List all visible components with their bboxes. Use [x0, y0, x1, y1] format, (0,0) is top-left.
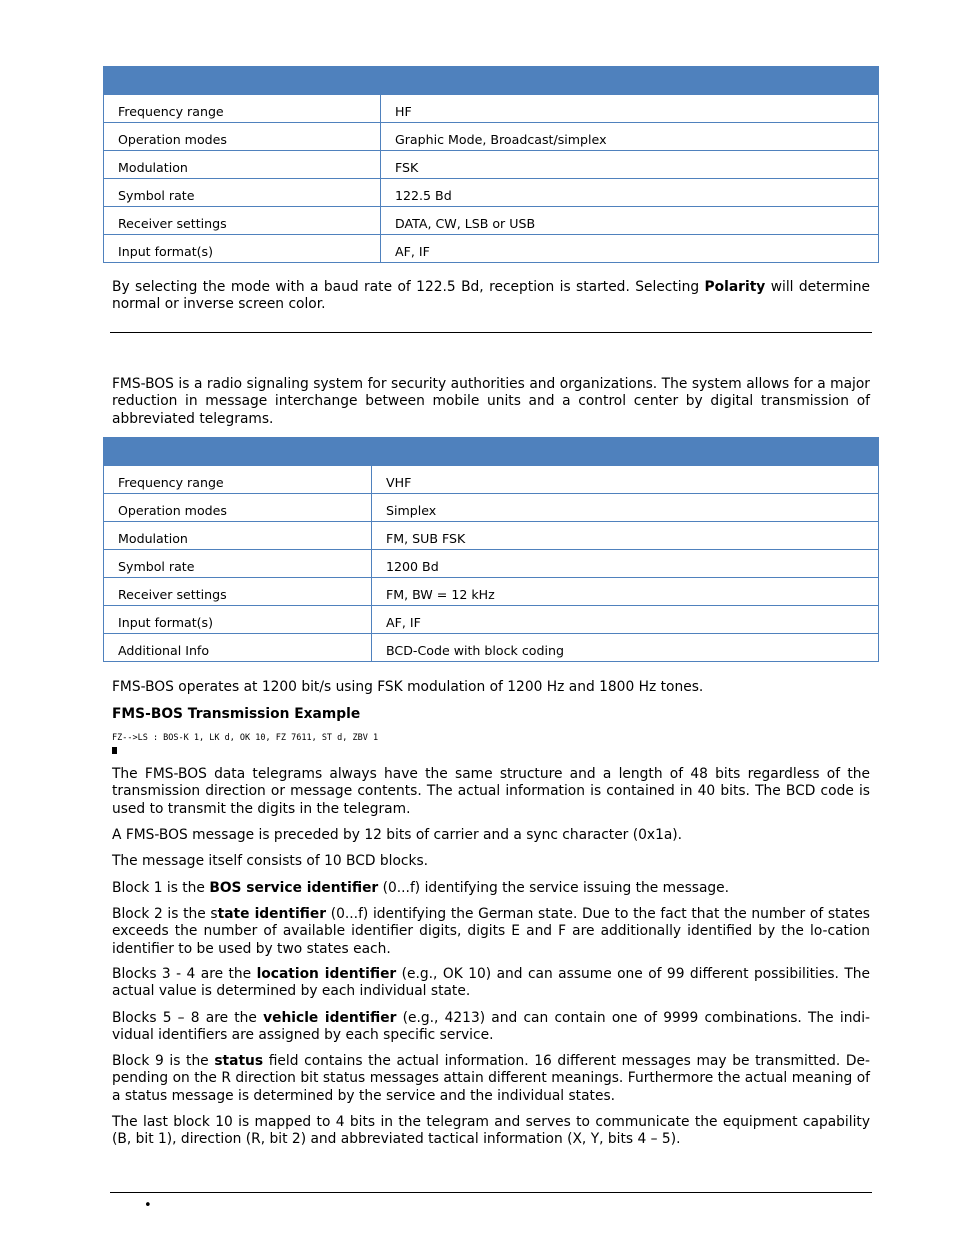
table-cell-label: Additional Info: [104, 634, 372, 662]
table-row: [104, 494, 879, 522]
table-cell-label: Input format(s): [104, 235, 381, 263]
bold-term: location identifier: [256, 966, 397, 982]
block10-paragraph: The last block 10 is mapped to 4 bits in the telegram and serves to communicate the equipment capability (B, bit 1), direction (R, bit 2) and abbreviated tactical information (X, Y, bits 4 – 5).: [112, 1114, 870, 1148]
text-run: field contains the actual information. 16 different messages may be transmitted. De-pending on the R direction bit status messages attain different meanings. Furthermore the actual meaning of a status message is determined by the service and the individual states.: [112, 1053, 870, 1104]
table-header-row: [104, 67, 879, 95]
bold-term: Polarity: [704, 279, 766, 295]
text-run: will determine normal or inverse screen color.: [112, 279, 870, 313]
table-cell-label: Operation modes: [104, 494, 372, 522]
table-row: [104, 151, 879, 179]
table-cell-value: Simplex: [372, 494, 879, 522]
polarity-paragraph: [112, 279, 870, 314]
table-cell-label: Operation modes: [104, 123, 381, 151]
table-cell-value: HF: [381, 95, 879, 123]
table-cell-label: Receiver settings: [104, 578, 372, 606]
table-row: [104, 466, 879, 494]
preceded-paragraph: A FMS-BOS message is preceded by 12 bits of carrier and a sync character (0x1a).: [112, 827, 683, 843]
table-cell-value: FSK: [381, 151, 879, 179]
section-divider: [110, 332, 872, 333]
table-row: [104, 123, 879, 151]
footer-bullet: •: [144, 1198, 152, 1213]
text-run: (e.g., 4213) and can contain one of 9999 combinations. The indi-vidual identifiers are assigned by each specific service.: [112, 1010, 871, 1044]
specs-table-fms-bos: [103, 437, 879, 662]
text-run: Blocks 3 - 4 are the: [112, 966, 257, 982]
table-cell-value: BCD-Code with block coding: [372, 634, 879, 662]
table-header-row: [104, 438, 879, 466]
table-cell-value: DATA, CW, LSB or USB: [381, 207, 879, 235]
table-cell-label: Frequency range: [104, 466, 372, 494]
table-header-cell: [104, 438, 372, 466]
table-row: [104, 179, 879, 207]
table-row: [104, 235, 879, 263]
table-row: [104, 578, 879, 606]
text-run: Block 1 is the: [112, 880, 210, 896]
bold-term: vehicle identifier: [263, 1010, 397, 1026]
block58-paragraph: [112, 1010, 870, 1045]
block9-paragraph: [112, 1053, 870, 1105]
table-cell-value: FM, BW = 12 kHz: [372, 578, 879, 606]
footer-divider: [110, 1192, 872, 1193]
table-header-cell: [372, 438, 879, 466]
intro-paragraph: FMS-BOS is a radio signaling system for security authorities and organizations. The system allows for a major reduction in message interchange between mobile units and a control center by digital transmission of abbreviated telegrams.: [112, 376, 870, 427]
table-cell-value: VHF: [372, 466, 879, 494]
table-cell-value: Graphic Mode, Broadcast/simplex: [381, 123, 879, 151]
table-row: [104, 550, 879, 578]
table-row: [104, 207, 879, 235]
table-cell-label: Receiver settings: [104, 207, 381, 235]
blocks-paragraph: The message itself consists of 10 BCD blocks.: [112, 853, 429, 869]
bold-term: BOS service identifier: [209, 880, 379, 896]
table-cell-value: AF, IF: [372, 606, 879, 634]
table-cell-value: 122.5 Bd: [381, 179, 879, 207]
table-row: [104, 95, 879, 123]
table-cell-label: Modulation: [104, 522, 372, 550]
table-cell-value: 1200 Bd: [372, 550, 879, 578]
table-row: [104, 606, 879, 634]
table-cell-value: FM, SUB FSK: [372, 522, 879, 550]
text-run: Blocks 5 – 8 are the: [112, 1010, 264, 1026]
bold-term: status: [214, 1053, 264, 1069]
table-cell-label: Modulation: [104, 151, 381, 179]
rate-paragraph: FMS-BOS operates at 1200 bit/s using FSK modulation of 1200 Hz and 1800 Hz tones.: [112, 679, 704, 695]
text-run: (0...f) identifying the service issuing the message.: [378, 880, 730, 896]
transmission-example-line: FZ-->LS : BOS-K 1, LK d, OK 10, FZ 7611, ST d, ZBV 1: [112, 733, 379, 743]
table-cell-label: Frequency range: [104, 95, 381, 123]
text-run: Block 2 is the s: [112, 906, 218, 922]
table-row: [104, 522, 879, 550]
example-heading: FMS-BOS Transmission Example: [112, 706, 361, 722]
table-header-cell: [104, 67, 879, 95]
table-row: [104, 634, 879, 662]
table-cell-label: Symbol rate: [104, 179, 381, 207]
block2-paragraph: [112, 906, 870, 958]
text-run: (0...f) identifying the German state. Due to the fact that the number of states exceeds the number of available identifier digits, digits E and F are additionally identified by the lo-cation identifier to be used by two states each.: [112, 906, 870, 957]
table-cell-label: Input format(s): [104, 606, 372, 634]
block1-paragraph: [112, 880, 870, 897]
table-cell-value: AF, IF: [381, 235, 879, 263]
table-cell-label: Symbol rate: [104, 550, 372, 578]
text-run: Block 9 is the: [112, 1053, 215, 1069]
specs-table-hf: [103, 66, 879, 263]
text-cursor: [112, 747, 117, 754]
block34-paragraph: [112, 966, 870, 1001]
structure-paragraph: The FMS-BOS data telegrams always have the same structure and a length of 48 bits regardless of the transmission direction or message contents. The actual information is contained in 40 bits. The BCD code is used to transmit the digits in the telegram.: [112, 766, 870, 817]
text-run: By selecting the mode with a baud rate of 122.5 Bd, reception is started. Selecting: [112, 279, 705, 295]
bold-term: tate identifier: [217, 906, 327, 922]
text-run: (e.g., OK 10) and can assume one of 99 different possibilities. The actual value is determined by each individual state.: [112, 966, 870, 1000]
